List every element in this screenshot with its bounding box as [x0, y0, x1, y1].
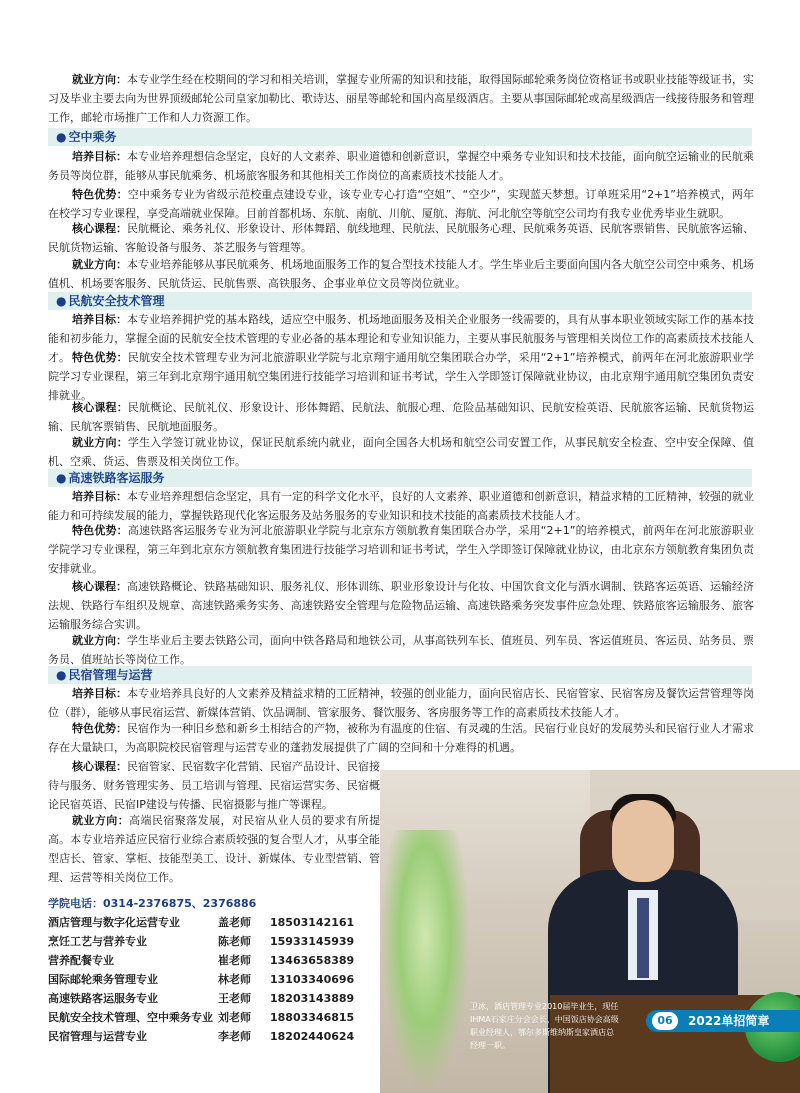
- paragraph-text: 民航安全技术管理专业为河北旅游职业学院与北京翔宇通用航空集团联合办学，采用“2+1”培养模式，前两年在河北旅游职业学院学习专业课程，第三年到北京翔宇通用航空集团进行技能学习培训和证书考试，学生入学即签订保障就业协议，由北京翔宇通用航空集团负责安排就业。: [48, 351, 755, 402]
- paragraph-label: 培养目标：: [72, 313, 127, 326]
- paragraph-text: 本专业培养理想信念坚定，具有一定的科学文化水平，良好的人文素养、职业道德和创新意识，精益求精的工匠精神，较强的就业能力和可持续发展的能力，掌握铁路现代化客运服务及站务服务的专业知识和技术技能的高素质技术技能人才。: [48, 490, 754, 522]
- paragraph-text: 本专业学生经在校期间的学习和相关培训，掌握专业所需的知识和技能，取得国际邮轮乘务岗位资格证书或职业技能等级证书，实习及毕业主要去向为世界顶级邮轮公司皇家加勒比、歌诗达、丽星等邮轮和国内高星级酒店。主要从事国际邮轮或高星级酒店一线接待服务和管理工作，邮轮市场推广工作和人力资源工作。: [48, 73, 754, 124]
- contact-phone: 18803346815: [270, 1011, 355, 1024]
- section-title: 民航安全技术管理: [68, 294, 165, 308]
- paragraph: [48, 70, 754, 127]
- contact-major: 高速铁路客运服务专业: [48, 992, 158, 1005]
- paragraph: [48, 147, 754, 185]
- paragraph-text: 高速铁路客运服务专业为河北旅游职业学院与北京东方领航教育集团联合办学，采用“2+1”的培养模式，前两年在河北旅游职业学院学习专业课程，第三年到北京东方领航教育集团进行技能学习培训和证书考试，学生入学即签订保障就业协议，由北京东方领航教育集团负责安排就业。: [48, 524, 755, 575]
- contact-row: [48, 932, 378, 951]
- paragraph-label: 特色优势：: [72, 351, 128, 364]
- contact-teacher: 崔老师: [218, 954, 251, 967]
- paragraph: [48, 811, 380, 887]
- paragraph-label: 核心课程：: [72, 222, 127, 235]
- paragraph-text: 空中乘务专业为省级示范校重点建设专业，该专业专心打造“空姐”、“空少”，实现蓝天梦想。订单班采用“2+1”培养模式，两年在校学习专业课程，享受高端就业保障。目前首都机场、东航、南航、川航、厦航、海航、河北航空等航空公司均有我专业优秀毕业生就职。: [48, 188, 754, 220]
- paragraph-label: 核心课程：: [72, 760, 127, 773]
- paragraph: [48, 487, 754, 525]
- paragraph-text: 本专业培养拥护党的基本路线，适应空中服务、机场地面服务及相关企业服务一线需要的，具有从事本职业领域实际工作的基本技能和初步能力，掌握全面的民航安全技术管理的专业必备的基本理论和专业知识能力，主要从事民航服务与管理相关岗位工作的高素质技术技能人才。: [48, 313, 754, 364]
- contact-phone: 13103340696: [270, 973, 355, 986]
- paragraph: [48, 631, 754, 669]
- contact-row: [48, 1027, 378, 1046]
- paragraph: [48, 521, 754, 578]
- paragraph-text: 学生毕业后主要去铁路公司，面向中铁各路局和地铁公司，从事高铁列车长、值班员、列车员、客运值班员、客运员、站务员、票务员、值班站长等岗位工作。: [48, 634, 754, 666]
- bullet-dot: ●: [56, 668, 67, 682]
- section-header: [48, 666, 752, 684]
- paragraph-text: 高速铁路概论、铁路基础知识、服务礼仪、形体训练、职业形象设计与化妆、中国饮食文化与酒水调制、铁路客运英语、运输经济法规、铁路行车组织及规章、高速铁路乘务实务、高速铁路安全管理与危险物品运输、高速铁路乘务突发事件应急处理、铁路旅客运输服务、旅客运输服务综合实训。: [48, 580, 754, 631]
- paragraph: [48, 219, 754, 257]
- contact-major: 烹饪工艺与营养专业: [48, 935, 147, 948]
- paragraph-label: 培养目标：: [72, 150, 127, 163]
- paragraph: [48, 577, 754, 634]
- page-tab: [646, 1010, 800, 1032]
- contact-row: [48, 1008, 378, 1027]
- paragraph-label: 特色优势：: [72, 524, 128, 537]
- paragraph-label: 核心课程：: [72, 580, 127, 593]
- paragraph-text: 民航概论、乘务礼仪、形象设计、形体舞蹈、航线地理、民航法、民航服务心理、民航乘务英语、民航客票销售、民航旅客运输、民航货物运输、客舱设备与服务、茶艺服务与管理等。: [48, 222, 754, 254]
- college-phone: 学院电话：0314-2376875、2376886: [48, 897, 257, 910]
- bullet-dot: ●: [56, 130, 67, 144]
- paragraph-text: 本专业培养理想信念坚定，良好的人文素养、职业道德和创新意识，掌握空中乘务专业知识和技术技能，面向航空运输业的民航乘务员等岗位群，能够从事民航乘务、机场旅客服务和其他相关工作岗位的高素质技术技能人才。: [48, 150, 754, 182]
- paragraph-label: 特色优势：: [72, 722, 127, 735]
- contact-phone: 13463658389: [270, 954, 355, 967]
- paragraph-label: 核心课程：: [72, 401, 128, 414]
- paragraph: [48, 185, 754, 223]
- contact-row: [48, 989, 378, 1008]
- photo-caption: 卫冰，酒店管理专业2010届毕业生，现任IHMA石家庄分会会长，中国饭店协会高级职业经理人，鄂尔多斯维纳斯皇家酒店总经理一职。: [470, 1002, 619, 1050]
- section-title: 高速铁路客运服务: [68, 471, 165, 485]
- paragraph: [48, 348, 754, 405]
- contact-row: [48, 913, 378, 932]
- contact-teacher: 陈老师: [218, 935, 251, 948]
- paragraph-label: 就业方向：: [72, 258, 127, 271]
- paragraph-text: 本专业培养具良好的人文素养及精益求精的工匠精神，较强的创业能力，面向民宿店长、民宿管家、民宿客房及餐饮运营管理等岗位（群），能够从事民宿运营、新媒体营销、饮品调制、管家服务、餐饮服务、客房服务等工作的高素质技术技能人才。: [48, 687, 754, 719]
- paragraph-text: 民航概论、民航礼仪、形象设计、形体舞蹈、民航法、航服心理、危险品基础知识、民航安检英语、民航旅客运输、民航货物运输、民航客票销售、民航地面服务。: [48, 401, 755, 433]
- bullet-dot: ●: [56, 471, 67, 485]
- section-title: 民宿管理与运营: [68, 668, 153, 682]
- contact-phone: 18203143889: [270, 992, 355, 1005]
- contact-major: 酒店管理与数字化运营专业: [48, 916, 180, 929]
- paragraph-text: 民宿作为一种旧乡愁和新乡土相结合的产物，被称为有温度的住宿、有灵魂的生活。民宿行业良好的发展势头和民宿行业人才需求存在大量缺口，为高职院校民宿管理与运营专业的蓬勃发展提供了广阔的空间和十分难得的机遇。: [48, 722, 754, 754]
- contact-row: [48, 970, 378, 989]
- contact-phone: 18503142161: [270, 916, 355, 929]
- paragraph: [48, 719, 754, 757]
- bullet-dot: ●: [56, 294, 67, 308]
- paragraph-text: 民宿管家、民宿数字化营销、民宿产品设计、民宿接待与服务、财务管理实务、员工培训与管理、民宿运营实务、民宿概论民宿英语、民宿IP建设与传播、民宿摄影与推广等课程。: [48, 760, 380, 811]
- contact-major: 国际邮轮乘务管理专业: [48, 973, 158, 986]
- contact-row: [48, 951, 378, 970]
- contact-teacher: 刘老师: [218, 1011, 251, 1024]
- paragraph: [48, 255, 754, 293]
- page-number: 06: [652, 1012, 678, 1030]
- section-header: [48, 128, 752, 146]
- paragraph-label: 特色优势：: [72, 188, 128, 201]
- section-title: 空中乘务: [68, 130, 117, 144]
- paragraph-text: 高端民宿聚落发展，对民宿从业人员的要求有所提高。本专业培养适应民宿行业综合素质较强的复合型人才，从事全能型店长、管家、掌柜、技能型美工、设计、新媒体、专业型营销、管理、运营等相关岗位工作。: [48, 814, 381, 884]
- contact-teacher: 林老师: [218, 973, 251, 986]
- contact-major: 民航安全技术管理、空中乘务专业: [48, 1011, 213, 1024]
- contact-teacher: 李老师: [218, 1030, 251, 1043]
- paragraph: [48, 433, 754, 471]
- paragraph: [48, 757, 380, 814]
- contact-major: 营养配餐专业: [48, 954, 114, 967]
- section-header: [48, 469, 752, 487]
- paragraph-label: 就业方向：: [72, 73, 127, 86]
- paragraph-text: 学生入学签订就业协议，保证民航系统内就业，面向全国各大机场和航空公司安置工作，从事民航安全检查、空中安全保障、值机、空乘、货运、售票及相关岗位工作。: [48, 436, 755, 468]
- page-tab-title: 2022单招简章: [688, 1014, 770, 1028]
- section-header: [48, 292, 752, 310]
- paragraph-label: 就业方向：: [72, 814, 130, 827]
- contact-phone: 18202440624: [270, 1030, 355, 1043]
- contact-list: [48, 913, 378, 1046]
- paragraph: [48, 684, 754, 722]
- paragraph-text: 本专业培养能够从事民航乘务、机场地面服务工作的复合型技术技能人才。学生毕业后主要面向国内各大航空公司空中乘务、机场值机、机场要客服务、民航货运、民航售票、高铁服务、企事业单位文员等岗位就业。: [48, 258, 754, 290]
- paragraph-label: 培养目标：: [72, 490, 127, 503]
- paragraph-label: 培养目标：: [72, 687, 127, 700]
- contact-phone: 15933145939: [270, 935, 355, 948]
- contact-major: 民宿管理与运营专业: [48, 1030, 147, 1043]
- contact-teacher: 王老师: [218, 992, 251, 1005]
- contact-teacher: 盖老师: [218, 916, 251, 929]
- paragraph-label: 就业方向：: [72, 634, 127, 647]
- paragraph-label: 就业方向：: [72, 436, 128, 449]
- paragraph: [48, 398, 754, 436]
